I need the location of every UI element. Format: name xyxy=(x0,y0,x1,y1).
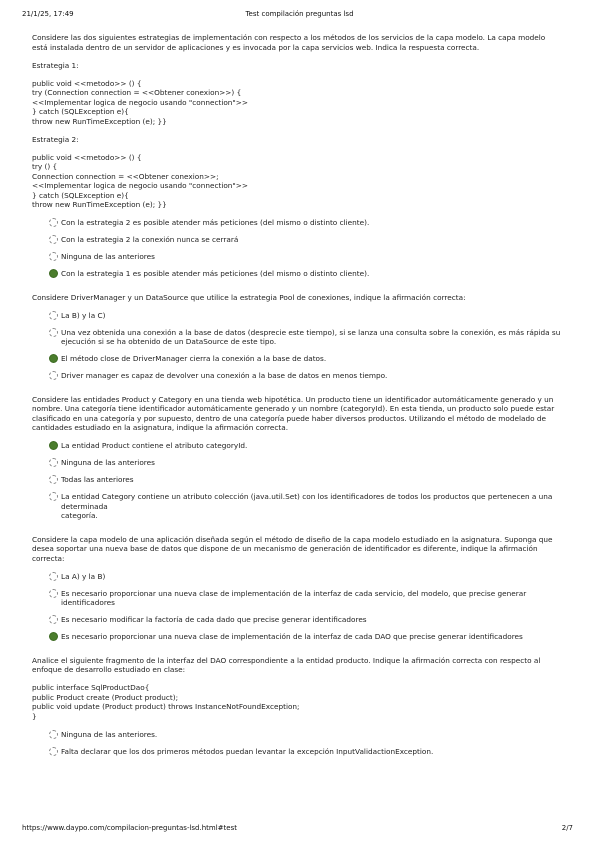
answer-option-label: Falta declarar que los dos primeros métodos puedan levantar la excepción InputValidactionException. xyxy=(61,746,434,756)
page-number: 2/7 xyxy=(561,824,573,832)
radio-empty-icon[interactable] xyxy=(49,235,58,244)
code-line: public Product create (Product product); xyxy=(32,692,179,702)
code-line: throw new RunTimeException (e); }} xyxy=(32,116,167,126)
radio-selected-icon[interactable] xyxy=(49,632,58,641)
radio-selected-icon[interactable] xyxy=(49,354,58,363)
answer-option[interactable] xyxy=(49,475,562,485)
question-text: Considere las entidades Product y Category en una tienda web hipotética. Un producto tiene un identificador automáticamente generado y un nombre. Una categoría tiene identificador automáticamente generado y un nombre (categoryId). En esta tienda, un producto solo puede estar clasificado en una categoría y por supuesto, dentro de una categoría puede haber diversos productos. Utilizando el método de modelado de cantidades estudiado en la asignatura, indique la afirmación correcta. xyxy=(32,394,555,432)
answer-option[interactable] xyxy=(49,730,562,740)
answer-option-label: Driver manager es capaz de devolver una conexión a la base de datos en menos tiempo. xyxy=(61,371,388,380)
page-url: https://www.daypo.com/compilacion-preguntas-lsd.html#test xyxy=(22,824,237,832)
code-block xyxy=(32,153,562,210)
answer-option[interactable] xyxy=(49,615,562,625)
answer-option-label: El método close de DriverManager cierra la conexión a la base de datos. xyxy=(61,354,327,363)
answer-option[interactable] xyxy=(49,235,562,245)
radio-empty-icon[interactable] xyxy=(49,730,58,739)
code-block xyxy=(32,135,562,145)
code-line: } catch (SQLException e){ xyxy=(32,190,129,200)
answer-option[interactable] xyxy=(49,328,562,347)
quiz-content xyxy=(32,33,562,770)
radio-empty-icon[interactable] xyxy=(49,458,58,467)
answer-option[interactable] xyxy=(49,311,562,321)
answer-option-label: Ninguna de las anteriores xyxy=(61,252,155,261)
answer-option[interactable] xyxy=(49,371,562,381)
answer-option[interactable] xyxy=(49,747,562,757)
answer-option[interactable] xyxy=(49,589,562,608)
radio-selected-icon[interactable] xyxy=(49,441,58,450)
answer-options xyxy=(49,218,562,279)
code-line: } catch (SQLException e){ xyxy=(32,107,129,116)
question-3 xyxy=(32,395,562,521)
code-block xyxy=(32,79,562,127)
question-2 xyxy=(32,293,562,381)
code-line: <<Implementar logica de negocio usando "connection">> xyxy=(32,181,249,190)
question-1 xyxy=(32,33,562,279)
radio-empty-icon[interactable] xyxy=(49,492,58,501)
answer-option-label: Con la estrategia 2 la conexión nunca se cerrará xyxy=(61,235,239,244)
question-text: Considere DriverManager y un DataSource que utilice la estrategia Pool de conexiones, indique la afirmación correcta: xyxy=(32,292,466,302)
code-line: try (Connection connection = <<Obtener conexion>>) { xyxy=(32,88,242,97)
radio-empty-icon[interactable] xyxy=(49,747,58,756)
code-line: Connection connection = <<Obtener conexion>>; xyxy=(32,171,219,181)
code-line: <<Implementar logica de negocio usando "connection">> xyxy=(32,97,249,107)
radio-empty-icon[interactable] xyxy=(49,371,58,380)
print-datetime: 21/1/25, 17:49 xyxy=(22,10,74,18)
answer-option[interactable] xyxy=(49,252,562,262)
answer-option-label: Todas las anteriores xyxy=(61,475,134,484)
answer-option-label: Con la estrategia 1 es posible atender más peticiones (del mismo o distinto cliente). xyxy=(61,269,370,278)
answer-option[interactable] xyxy=(49,632,562,642)
answer-options xyxy=(49,730,562,757)
code-line: public void update (Product product) throws InstanceNotFoundException; xyxy=(32,702,300,711)
answer-option-label: Es necesario proporcionar una nueva clase de implementación de la interfaz de cada DAO que precise generar identificadores xyxy=(61,632,523,641)
code-line: Estrategia 1: xyxy=(32,60,79,70)
question-5 xyxy=(32,656,562,757)
answer-option-label: La B) y la C) xyxy=(61,310,106,320)
answer-option-label: La entidad Category contiene un atributo colección (java.util.Set) con los identificadores de todos los productos que pertenecen a una determinada categoría. xyxy=(61,492,553,520)
answer-option-label: La A) y la B) xyxy=(61,571,106,581)
code-line: throw new RunTimeException (e); }} xyxy=(32,200,167,209)
question-text: Analice el siguiente fragmento de la interfaz del DAO correspondiente a la entidad producto. Indique la afirmación correcta con respecto al enfoque de desarrollo estudiado en clase: xyxy=(32,655,541,674)
answer-option[interactable] xyxy=(49,269,562,279)
radio-empty-icon[interactable] xyxy=(49,311,58,320)
question-text: Considere la capa modelo de una aplicación diseñada según el método de diseño de la capa modelo estudiado en la asignatura. Suponga que desea soportar una nueva base de datos que dispone de un mecanismo de generación de identificador es diferente, indique la afirmación correcta: xyxy=(32,534,553,563)
question-4 xyxy=(32,535,562,642)
radio-empty-icon[interactable] xyxy=(49,572,58,581)
answer-option-label: La entidad Product contiene el atributo categoryId. xyxy=(61,441,248,450)
code-block xyxy=(32,61,562,71)
radio-empty-icon[interactable] xyxy=(49,475,58,484)
answer-option[interactable] xyxy=(49,492,562,521)
answer-options xyxy=(49,572,562,642)
answer-option[interactable] xyxy=(49,441,562,451)
answer-options xyxy=(49,311,562,381)
code-block xyxy=(32,683,562,721)
code-line: try () { xyxy=(32,162,58,171)
answer-option[interactable] xyxy=(49,572,562,582)
radio-empty-icon[interactable] xyxy=(49,328,58,337)
document-title: Test compilación preguntas lsd xyxy=(245,10,354,18)
question-text: Considere las dos siguientes estrategias de implementación con respecto a los métodos de los servicios de la capa modelo. La capa modelo está instalada dentro de un servidor de aplicaciones y es invocada por la capa servicios web. Indica la respuesta correcta. xyxy=(32,33,546,52)
code-line: Estrategia 2: xyxy=(32,134,79,144)
code-line: public interface SqlProductDao{ xyxy=(32,683,150,692)
answer-option[interactable] xyxy=(49,218,562,228)
radio-empty-icon[interactable] xyxy=(49,218,58,227)
radio-selected-icon[interactable] xyxy=(49,269,58,278)
answer-option-label: Ninguna de las anteriores xyxy=(61,458,155,467)
radio-empty-icon[interactable] xyxy=(49,589,58,598)
radio-empty-icon[interactable] xyxy=(49,252,58,261)
radio-empty-icon[interactable] xyxy=(49,615,58,624)
answer-option-label: Ninguna de las anteriores. xyxy=(61,729,158,739)
answer-option-label: Es necesario modificar la factoría de cada dado que precise generar identificadores xyxy=(61,615,367,624)
answer-option-label: Una vez obtenida una conexión a la base de datos (desprecie este tiempo), si se lanza una consulta sobre la conexión, es más rápida su ejecución si se ha obtenido de un DataSource de este tipo. xyxy=(61,327,561,346)
code-line: public void <<metodo>> () { xyxy=(32,78,142,88)
code-line: public void <<metodo>> () { xyxy=(32,152,142,162)
answer-options xyxy=(49,441,562,521)
code-line: } xyxy=(32,711,37,721)
answer-option[interactable] xyxy=(49,458,562,468)
answer-option-label: Con la estrategia 2 es posible atender más peticiones (del mismo o distinto cliente). xyxy=(61,218,370,227)
answer-option[interactable] xyxy=(49,354,562,364)
answer-option-label: Es necesario proporcionar una nueva clase de implementación de la interfaz de cada servicio, del modelo, que precise generar identificadores xyxy=(61,588,527,607)
